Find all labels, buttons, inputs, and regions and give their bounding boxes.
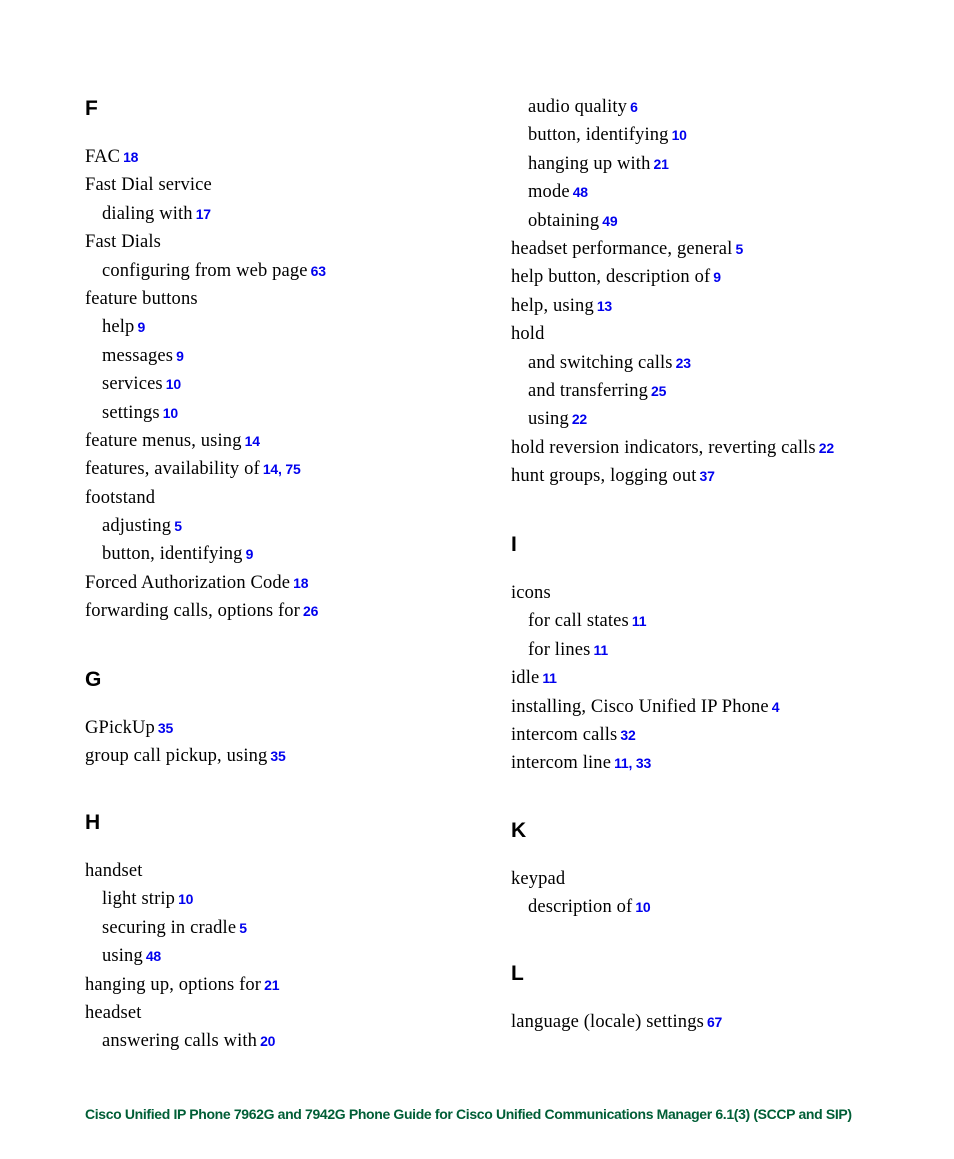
index-entry <box>511 664 931 692</box>
index-entry <box>85 971 485 999</box>
index-subentry <box>85 885 485 913</box>
page-number-link[interactable]: 4 <box>771 698 780 715</box>
index-term: Fast Dials <box>85 232 162 253</box>
index-entry <box>85 171 485 199</box>
index-term: icons <box>511 583 551 603</box>
index-entry <box>511 721 931 749</box>
page-number-link[interactable]: 9 <box>245 546 254 563</box>
index-subentry <box>511 349 931 377</box>
index-entry-list <box>511 579 931 778</box>
index-subentry <box>511 893 931 921</box>
index-entry <box>85 597 485 625</box>
page-number-link[interactable]: 22 <box>571 411 588 428</box>
index-term: idle <box>511 668 540 689</box>
index-entry <box>511 579 931 607</box>
index-entry-list <box>85 143 485 626</box>
page-number-link[interactable]: 35 <box>270 748 286 765</box>
index-term: hold <box>511 324 545 345</box>
index-entry <box>511 235 931 263</box>
page-number-link[interactable]: 23 <box>675 354 691 371</box>
index-term: Fast Dial service <box>85 175 212 196</box>
page-number-link[interactable]: 21 <box>264 976 280 993</box>
index-term: and switching calls <box>528 352 673 373</box>
index-entry-list <box>511 865 931 922</box>
index-entry <box>85 427 485 455</box>
index-entry <box>511 865 931 893</box>
index-subentry <box>85 399 485 427</box>
index-entry <box>85 228 485 256</box>
index-subentry <box>85 342 485 370</box>
page-number-link[interactable]: 5 <box>735 240 744 257</box>
index-term: FAC <box>85 147 121 167</box>
page-number-link[interactable]: 5 <box>239 919 247 936</box>
page-number-link[interactable]: 10 <box>165 376 181 393</box>
index-term: feature buttons <box>85 288 198 309</box>
index-subentry <box>511 93 931 121</box>
index-entry <box>85 999 485 1027</box>
index-term: services <box>102 374 163 395</box>
index-subentry <box>511 150 931 178</box>
index-entry <box>511 462 931 490</box>
page-number-link[interactable]: 9 <box>713 269 721 286</box>
page-number-link[interactable]: 17 <box>195 205 211 222</box>
index-term: description of <box>528 897 633 918</box>
index-entry <box>511 693 931 721</box>
page-number-link[interactable]: 11, 33 <box>614 755 652 772</box>
index-term: audio quality <box>528 97 628 117</box>
page-footer: Cisco Unified IP Phone 7962G and 7942G Phone Guide for Cisco Unified Communications Manager 6.1(3) (SCCP and SIP) <box>85 1106 852 1122</box>
page-number-link[interactable]: 18 <box>293 574 309 591</box>
index-term: intercom line <box>511 753 612 774</box>
index-entry <box>511 1008 931 1036</box>
page-number-link[interactable]: 48 <box>145 948 162 965</box>
index-term: mode <box>528 182 570 203</box>
index-term: securing in cradle <box>102 917 237 938</box>
page-number-link[interactable]: 20 <box>260 1033 276 1050</box>
index-subentry <box>511 377 931 405</box>
section-letter-heading: H <box>85 811 101 834</box>
index-entry <box>85 569 485 597</box>
section-letter-heading: F <box>85 97 98 120</box>
index-term: obtaining <box>528 210 600 231</box>
index-term: for lines <box>528 639 591 660</box>
index-subentry <box>511 405 931 433</box>
index-entry <box>85 455 485 483</box>
page-number-link[interactable]: 10 <box>635 899 651 916</box>
index-term: dialing with <box>102 203 193 224</box>
page-number-link[interactable]: 14, 75 <box>262 461 301 478</box>
index-term: language (locale) settings <box>511 1012 704 1032</box>
index-entry <box>85 714 485 742</box>
index-entry <box>85 484 485 512</box>
index-subentry <box>85 200 485 228</box>
page-number-link[interactable]: 25 <box>651 382 667 399</box>
index-term: button, identifying <box>528 125 669 146</box>
index-term: answering calls with <box>102 1031 258 1052</box>
index-term: settings <box>102 402 160 423</box>
index-term: configuring from web page <box>102 260 308 281</box>
index-term: features, availability of <box>85 459 260 480</box>
page-number-link[interactable]: 10 <box>178 891 194 908</box>
index-entry-list <box>85 857 485 1056</box>
index-entry <box>85 285 485 313</box>
index-subentry <box>85 942 485 970</box>
index-term: button, identifying <box>102 544 243 565</box>
page-number-link[interactable]: 22 <box>818 439 834 456</box>
page-number-link[interactable]: 32 <box>620 726 636 743</box>
index-entry <box>511 320 931 348</box>
index-term: handset <box>85 861 143 881</box>
index-subentry <box>85 313 485 341</box>
page-number-link[interactable]: 37 <box>699 468 715 485</box>
index-entry <box>511 263 931 291</box>
index-term: headset <box>85 1002 142 1023</box>
section-letter-heading: K <box>511 819 527 842</box>
index-term: help <box>102 317 135 338</box>
index-entry <box>511 434 931 462</box>
page-number-link[interactable]: 18 <box>123 149 139 165</box>
index-term: hanging up with <box>528 153 651 174</box>
index-subentry <box>85 914 485 942</box>
index-subentry <box>85 540 485 568</box>
index-subentry <box>511 207 931 235</box>
index-subentry <box>511 178 931 206</box>
index-term: headset performance, general <box>511 238 733 259</box>
index-entry <box>511 292 931 320</box>
page-number-link[interactable]: 13 <box>596 297 613 314</box>
page-number-link[interactable]: 49 <box>602 212 618 229</box>
index-term: light strip <box>102 889 176 910</box>
index-term: hanging up, options for <box>85 974 262 995</box>
index-term: GPickUp <box>85 718 155 738</box>
index-subentry <box>511 636 931 664</box>
page-number-link[interactable]: 63 <box>310 262 326 279</box>
page-number-link[interactable]: 11 <box>593 641 608 658</box>
page-number-link[interactable]: 10 <box>671 127 687 144</box>
page-number-link[interactable]: 48 <box>572 184 588 201</box>
index-term: intercom calls <box>511 724 618 745</box>
index-term: and transferring <box>528 380 649 401</box>
page-number-link[interactable]: 11 <box>542 670 557 687</box>
index-entry <box>85 143 485 171</box>
index-term: forwarding calls, options for <box>85 601 300 622</box>
index-entry-list <box>85 714 485 771</box>
index-term: keypad <box>511 869 566 889</box>
page-number-link[interactable]: 9 <box>137 319 146 336</box>
index-entry-list <box>511 93 931 490</box>
index-term: help, using <box>511 295 594 316</box>
section-letter-heading: L <box>511 962 524 985</box>
index-subentry <box>85 1027 485 1055</box>
index-term: help button, description of <box>511 267 711 288</box>
index-subentry <box>85 370 485 398</box>
page-number-link[interactable]: 10 <box>162 404 178 421</box>
index-entry-list <box>511 1008 931 1036</box>
index-term: group call pickup, using <box>85 746 268 767</box>
section-letter-heading: G <box>85 668 102 691</box>
index-entry <box>85 742 485 770</box>
index-term: using <box>528 409 569 430</box>
index-subentry <box>511 607 931 635</box>
page-number-link[interactable]: 67 <box>706 1014 723 1030</box>
section-letter-heading: I <box>511 533 517 556</box>
index-term: installing, Cisco Unified IP Phone <box>511 696 769 717</box>
index-term: footstand <box>85 487 156 508</box>
index-term: adjusting <box>102 516 172 537</box>
index-entry <box>85 857 485 885</box>
page-number-link[interactable]: 35 <box>157 720 174 736</box>
index-subentry <box>511 121 931 149</box>
page-number-link[interactable]: 9 <box>176 347 184 364</box>
index-term: Forced Authorization Code <box>85 572 291 593</box>
page-number-link[interactable]: 5 <box>174 518 182 535</box>
page-number-link[interactable]: 14 <box>244 432 260 449</box>
page-number-link[interactable]: 26 <box>303 603 319 620</box>
page-number-link[interactable]: 11 <box>631 613 647 630</box>
index-term: hunt groups, logging out <box>511 466 697 487</box>
index-term: hold reversion indicators, reverting calls <box>511 437 816 458</box>
index-entry <box>511 749 931 777</box>
index-term: for call states <box>528 611 629 632</box>
index-term: feature menus, using <box>85 430 242 451</box>
index-subentry <box>85 257 485 285</box>
index-subentry <box>85 512 485 540</box>
index-term: using <box>102 946 143 967</box>
index-term: messages <box>102 345 174 366</box>
page-number-link[interactable]: 21 <box>653 155 669 172</box>
page-number-link[interactable]: 6 <box>630 99 638 115</box>
